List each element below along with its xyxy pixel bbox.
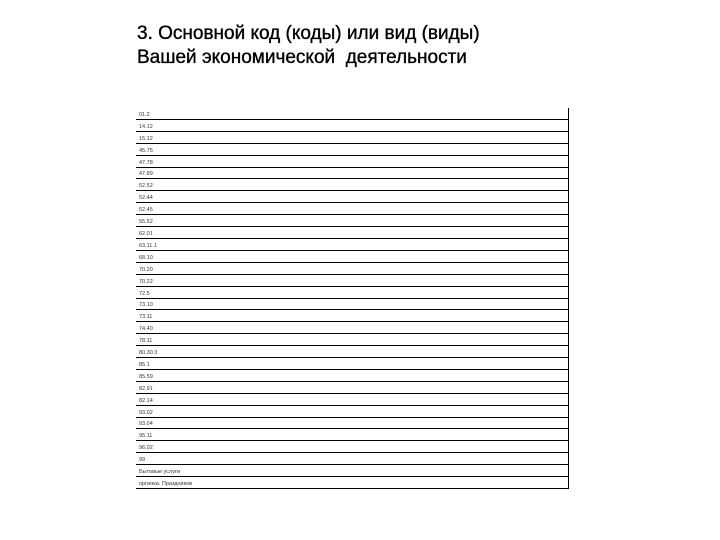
table-row: [136, 263, 568, 275]
activity-code: 52.44: [139, 195, 153, 202]
title-line-2: Вашей экономической деятельности: [137, 47, 467, 68]
table-row: [136, 322, 568, 334]
table-row: [136, 465, 568, 477]
table-row: [136, 429, 568, 441]
table-row: [136, 179, 568, 191]
activity-code: 85.1: [139, 361, 150, 368]
activity-codes-table: [136, 108, 569, 489]
activity-code: 68.10: [139, 254, 153, 261]
activity-code: 72.5: [139, 290, 150, 297]
table-row: [136, 108, 568, 120]
table-row: [136, 406, 568, 418]
activity-code: 70.22: [139, 278, 153, 285]
activity-code: 74.40: [139, 326, 153, 333]
activity-code: 96.02: [139, 445, 153, 452]
activity-code: 62.01: [139, 230, 153, 237]
table-row: [136, 132, 568, 144]
table-row: [136, 358, 568, 370]
table-row: [136, 370, 568, 382]
table-row: [136, 287, 568, 299]
activity-code: 45.75: [139, 147, 153, 154]
activity-code: 93.04: [139, 421, 153, 428]
activity-code: 15.12: [139, 135, 153, 142]
title-line-1: 3. Основной код (коды) или вид (виды): [137, 23, 480, 44]
table-row: [136, 227, 568, 239]
table-row: [136, 275, 568, 287]
activity-code: 82.14: [139, 397, 153, 404]
activity-code: Бытовые услуги: [139, 469, 181, 476]
activity-code: 85.59: [139, 373, 153, 380]
activity-code: 73.10: [139, 302, 153, 309]
table-row: [136, 346, 568, 358]
activity-code: 52.45: [139, 207, 153, 214]
activity-code: 73.11: [139, 314, 153, 321]
table-row: [136, 239, 568, 251]
activity-code: 52.52: [139, 183, 153, 190]
table-row: [136, 334, 568, 346]
table-row: [136, 310, 568, 322]
activity-code: 80.30.3: [139, 350, 158, 357]
table-row: [136, 299, 568, 311]
activity-code: 82.91: [139, 385, 153, 392]
activity-code: 14.12: [139, 123, 153, 130]
activity-code: 63.11.1: [139, 242, 157, 249]
activity-code: 78.11: [139, 338, 153, 345]
table-row: [136, 477, 568, 489]
table-row: [136, 382, 568, 394]
activity-code: 99: [139, 457, 146, 464]
table-row: [136, 120, 568, 132]
table-row: [136, 144, 568, 156]
table-row: [136, 215, 568, 227]
table-row: [136, 168, 568, 180]
activity-code: 55.52: [139, 219, 153, 226]
table-row: [136, 203, 568, 215]
table-row: [136, 191, 568, 203]
activity-code: 70.20: [139, 266, 153, 273]
table-row: [136, 394, 568, 406]
slide-title: [137, 22, 657, 70]
activity-code: 47.89: [139, 171, 153, 178]
activity-code: 93.02: [139, 409, 153, 416]
activity-code: 95.11: [139, 433, 153, 440]
activity-code: 47.78: [139, 159, 153, 166]
table-row: [136, 453, 568, 465]
activity-code: оргинка. Праздников: [139, 481, 193, 487]
table-row: [136, 251, 568, 263]
table-row: [136, 418, 568, 430]
table-row: [136, 156, 568, 168]
table-row: [136, 441, 568, 453]
activity-code: 01.2: [139, 111, 150, 118]
